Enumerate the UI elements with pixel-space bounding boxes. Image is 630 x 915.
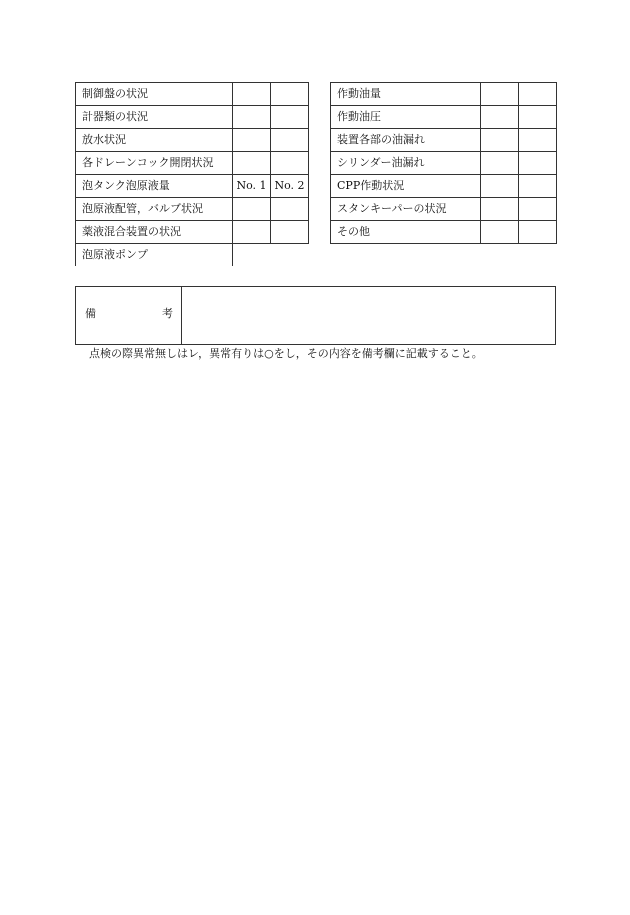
check-cell[interactable] <box>481 175 519 198</box>
check-cell[interactable] <box>271 198 309 221</box>
footer-note: 点検の際異常無しはレ，異常有りは○をし，その内容を備考欄に記載すること。 <box>89 347 483 360</box>
tank-no1-label: No. 1 <box>233 175 271 198</box>
check-cell[interactable] <box>271 83 309 106</box>
check-item-label: CPP作動状況 <box>331 175 481 198</box>
table-row <box>331 83 557 106</box>
check-cell[interactable] <box>519 175 557 198</box>
check-cell[interactable] <box>233 106 271 129</box>
table-row <box>76 198 309 221</box>
check-cell[interactable] <box>481 129 519 152</box>
table-row <box>331 198 557 221</box>
table-row <box>76 175 309 198</box>
check-cell[interactable] <box>233 129 271 152</box>
table-row <box>76 221 309 244</box>
check-cell[interactable] <box>271 221 309 244</box>
check-item-label: シリンダー油漏れ <box>331 152 481 175</box>
check-cell[interactable] <box>233 152 271 175</box>
table-row <box>331 129 557 152</box>
table-row <box>76 83 309 106</box>
table-row <box>331 106 557 129</box>
table-row <box>76 244 309 267</box>
check-item-label: その他 <box>331 221 481 244</box>
remarks-label-right: 考 <box>162 307 173 320</box>
check-cell[interactable] <box>233 83 271 106</box>
check-item-label: 装置各部の油漏れ <box>331 129 481 152</box>
check-cell[interactable] <box>233 198 271 221</box>
remarks-label-left: 備 <box>85 307 96 320</box>
table-row <box>331 221 557 244</box>
check-item-label: スタンキーパーの状況 <box>331 198 481 221</box>
check-cell[interactable] <box>519 83 557 106</box>
table-row <box>76 152 309 175</box>
check-cell[interactable] <box>519 221 557 244</box>
table-row <box>331 175 557 198</box>
remarks-content-field[interactable] <box>182 287 555 344</box>
check-cell[interactable] <box>481 221 519 244</box>
check-cell[interactable] <box>519 129 557 152</box>
check-cell[interactable] <box>481 83 519 106</box>
tank-no2-label: No. 2 <box>271 175 309 198</box>
check-item-label: 泡タンク泡原液量 <box>76 175 233 198</box>
table-row <box>76 106 309 129</box>
check-cell[interactable] <box>481 198 519 221</box>
check-cell[interactable] <box>233 221 271 244</box>
left-checklist-table <box>75 82 309 266</box>
check-cell[interactable] <box>481 106 519 129</box>
remarks-label <box>76 287 182 344</box>
check-item-label: 薬液混合装置の状況 <box>76 221 233 244</box>
check-cell[interactable] <box>233 244 309 267</box>
check-item-label: 作動油量 <box>331 83 481 106</box>
check-cell[interactable] <box>519 198 557 221</box>
remarks-box <box>75 286 556 345</box>
check-cell[interactable] <box>271 106 309 129</box>
check-item-label: 作動油圧 <box>331 106 481 129</box>
check-cell[interactable] <box>271 129 309 152</box>
check-item-label: 計器類の状況 <box>76 106 233 129</box>
right-checklist-table <box>330 82 557 244</box>
table-row <box>331 152 557 175</box>
check-cell[interactable] <box>481 152 519 175</box>
check-cell[interactable] <box>519 106 557 129</box>
check-item-label: 放水状況 <box>76 129 233 152</box>
check-item-label: 制御盤の状況 <box>76 83 233 106</box>
check-cell[interactable] <box>271 152 309 175</box>
check-item-label: 各ドレーンコック開閉状況 <box>76 152 233 175</box>
table-row <box>76 129 309 152</box>
check-item-label: 泡原液配管，バルブ状況 <box>76 198 233 221</box>
check-cell[interactable] <box>519 152 557 175</box>
check-item-label: 泡原液ポンプ <box>76 244 233 267</box>
